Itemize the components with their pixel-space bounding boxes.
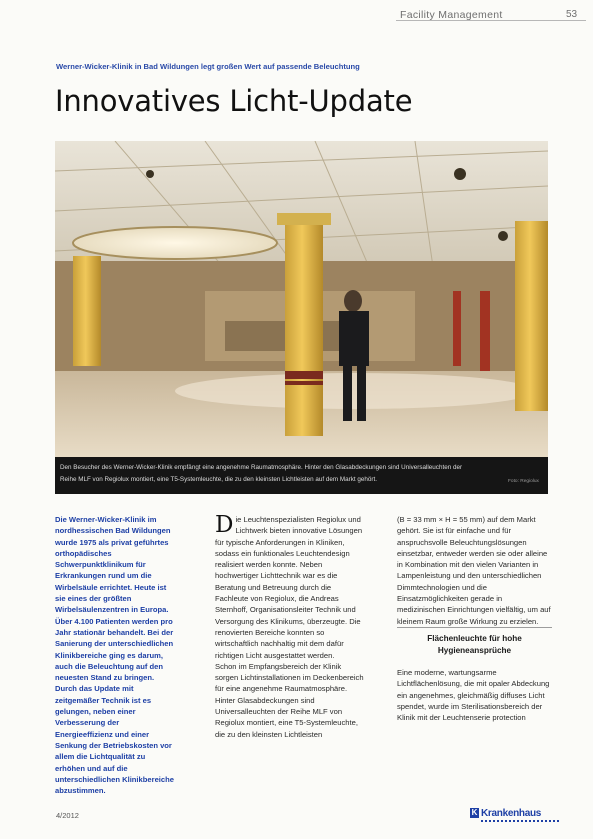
body-column-2 [215,514,365,740]
photo-credit: Foto: Regiolux [508,479,539,484]
body-text-1: ie Leuchtenspezialisten Regiolux und Lichtwerk bieten innovative Lösungen für typische Anforderungen in Kliniken, sodass ein funktionales Leuchtendesign realisiert werden konnte. Neben hochwertiger Lichttechnik war es die Beratung und Betreuung durch die Fachleute von Regiolux, die Andreas Sternhoff, Organisationsleiter Technik und Versorgung des Klinikums, überzeugte. Die renovierten Bereiche konnten so wirtschaftlich nachhaltig mit dem dafür richtigen Licht ausgestattet werden. [215,515,363,660]
body-paragraph-3: (B = 33 mm × H = 55 mm) auf dem Markt gehört. Sie ist für einfache und für anspruchsvolle Beleuchtungslösungen einsetzbar, entweder werden sie oder alleine in Kombination mit den vielen Varianten in Lampenleistung und den unterschiedlichen Dimmtechnologien und die Einsatzmöglichkeiten gerade in medizinischen Einrichtungen vielfältig, um auf kleinem Raum große Wirkung zu erzielen. [397,515,551,626]
body-column-3 [397,514,552,723]
subheading: Flächenleuchte für hohe Hygieneansprüche [427,633,522,655]
page-number: 53 [566,9,578,20]
body-paragraph-2: Schon im Empfangsbereich der Klinik sorgen Lichtinstallationen im Deckenbereich für eine angenehme Raumatmosphäre. Hinter Glasabdeckungen sind Universalleuchten der Reihe MLF von Regiolux montiert, eine T5-Systemleuchte, die zu den kleinsten Lichtleisten [215,661,364,739]
section-tag: Facility Management [400,9,503,21]
logo-text: Krankenhaus [481,807,542,819]
drop-cap: D [215,512,234,538]
article-kicker: Werner-Wicker-Klinik in Bad Wildungen legt großen Wert auf passende Beleuchtung [56,62,360,71]
article-title: Innovatives Licht-Update [55,84,413,118]
lobby-photo [55,141,548,457]
logo-mark-icon: K [471,808,478,817]
subhead-rule [397,627,552,628]
photo-caption: Den Besucher des Werner-Wicker-Klinik empfängt eine angenehme Raumatmosphäre. Hinter den Glasabdeckungen sind Universalleuchten der Reihe MLF von Regiolux montiert, eine T5-Systemleuchte, die zu den kleinsten Lichtleisten auf dem Markt gehört. [60,464,463,483]
lobby-illustration [55,141,548,457]
logo-underline [481,820,561,822]
body-paragraph-4: Eine moderne, wartungsarme Lichtflächenlösung, die mit opaler Abdeckung ein angenehmes, gleichmäßig diffuses Licht spendet, wurde im Sterilisationsbereich der Klinik mit der Leuchtenserie protection [397,667,550,723]
intro-text: Die Werner-Wicker-Klinik im nordhessischen Bad Wildungen wurde 1975 als privat geführtes orthopädisches Schwerpunktklinikum für Erkrankungen rund um die Wirbelsäule errichtet. Heute ist sie eines der größten Wirbelsäulenzentren in Europa. Über 4.100 Patienten werden pro Jahr stationär behandelt. Bei der Sanierung der unterschiedlichen Klinikbereiche ging es darum, auch die Beleuchtung auf den neuesten Stand zu bringen. Durch das Update mit zeitgemäßer Technik ist es gelungen, neben einer Verbesserung der Energieeffizienz und einer Senkung der Betriebskosten vor allem die Lichtqualität zu erhöhen und auf die unterschiedlichen Klinikbereiche abzustimmen. [55,515,175,796]
issue-number: 4/2012 [56,811,79,820]
intro-column [55,514,175,796]
body-paragraph-1 [215,514,365,661]
magazine-logo [470,806,541,820]
